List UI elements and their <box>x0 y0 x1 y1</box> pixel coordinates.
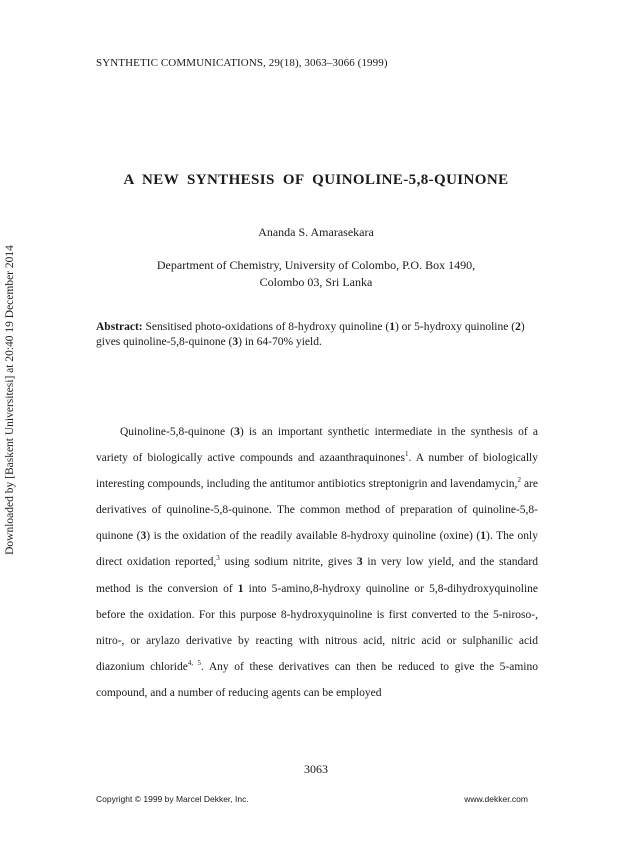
citation-ref: 2 <box>517 476 521 485</box>
author-affiliation <box>96 257 536 291</box>
compound-ref: 3 <box>234 426 240 438</box>
abstract-text: ) in 64-70% yield. <box>238 336 322 348</box>
abstract-text: ) gives quinoline-5,8-quinone ( <box>96 321 525 348</box>
body-text: ). The only direct oxidation reported, <box>96 530 538 569</box>
affiliation-line-2: Colombo 03, Sri Lanka <box>259 275 373 289</box>
citation-ref: 4, 5 <box>187 659 202 668</box>
compound-ref: 3 <box>232 336 239 348</box>
compound-ref: 1 <box>480 530 486 543</box>
page-number: 3063 <box>304 762 328 776</box>
compound-ref: 1 <box>389 321 395 333</box>
compound-ref: 3 <box>356 556 363 569</box>
body-text: in very low yield, and the standard method is the conversion of <box>96 556 538 595</box>
body-text: . A number of biologically interesting compounds, including the antitumor antibiotics streptonigrin and lavendamycin, <box>96 452 538 491</box>
abstract <box>96 320 546 350</box>
body-text: ) is the oxidation of the readily available 8-hydroxy quinoline (oxine) ( <box>146 530 481 543</box>
compound-ref: 1 <box>237 582 244 595</box>
body-text: using sodium nitrite, gives <box>219 556 357 569</box>
abstract-text: Sensitised photo-oxidations of 8-hydroxy quinoline ( <box>142 321 390 333</box>
citation-ref: 3 <box>216 554 220 563</box>
download-watermark <box>0 245 20 555</box>
body-text: Quinoline-5,8-quinone ( <box>120 426 235 438</box>
compound-ref: 2 <box>515 321 521 333</box>
body-text: are derivatives of quinoline-5,8-quinone. The common method of preparation of quinoline-5,8-quinone ( <box>96 478 538 543</box>
author-name: Ananda S. Amarasekara <box>258 225 374 239</box>
body-text: ) is an important synthetic intermediate in the synthesis of a variety of biologically active compounds and azaanthraquinones <box>96 426 538 465</box>
affiliation-line-1: Department of Chemistry, University of Colombo, P.O. Box 1490, <box>156 258 476 272</box>
abstract-label: Abstract: <box>96 321 143 333</box>
journal-header: SYNTHETIC COMMUNICATIONS, 29(18), 3063–3066 (1999) <box>96 57 388 69</box>
publisher-website: www.dekker.com <box>464 794 528 804</box>
body-paragraph <box>96 419 538 706</box>
body-text: into 5-amino,8-hydroxy quinoline or 5,8-dihydroxyquinoline before the oxidation. For this purpose 8-hydroxyquinoline is first converted to the 5-niroso-, nitro-, or arylazo derivative by reacting with nitrous acid, nitric acid or sulphanilic acid diazonium chloride <box>96 582 538 673</box>
compound-ref: 3 <box>140 530 147 543</box>
citation-ref: 1 <box>405 450 409 459</box>
download-watermark-text: Downloaded by [Baskent Universitesi] at 20:40 19 December 2014 <box>4 245 16 555</box>
copyright-notice: Copyright © 1999 by Marcel Dekker, Inc. <box>96 794 249 804</box>
abstract-text: ) or 5-hydroxy quinoline ( <box>394 321 516 333</box>
body-text: . Any of these derivatives can then be reduced to give the 5-amino compound, and a number of reducing agents can be employed <box>96 660 538 699</box>
paper-title: A NEW SYNTHESIS OF QUINOLINE-5,8-QUINONE <box>123 172 509 188</box>
